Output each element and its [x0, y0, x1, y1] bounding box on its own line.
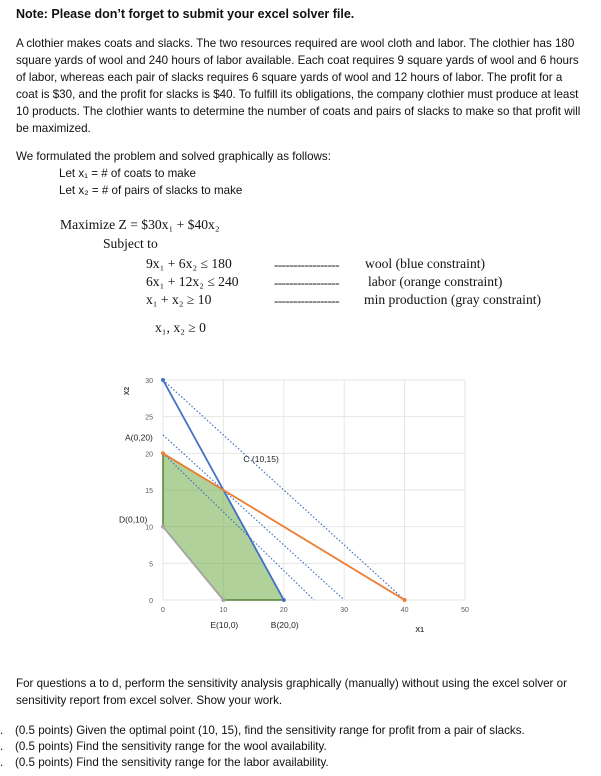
dash-leader-wool: -----------------: [274, 257, 340, 272]
nonnegativity-constraint: x₁, x₂ ≥ 0: [155, 320, 206, 335]
question-a: (0.5 points) Given the optimal point (10, 15), find the sensitivity range for profit from a pair of slacks.: [15, 724, 525, 737]
subject-to-label: Subject to: [103, 236, 158, 251]
objective-function: Maximize Z = $30x₁ + $40x₂: [60, 217, 220, 232]
instructions-paragraph: For questions a to d, perform the sensitivity analysis graphically (manually) without using the excel solver or sensitivity report from excel solver. Show your work.: [16, 677, 567, 707]
let-x1-definition: Let x₁ = # of coats to make: [59, 167, 196, 180]
y-tick-label: 30: [145, 378, 153, 385]
label-wool-constraint: wool (blue constraint): [365, 256, 486, 271]
question-c-marker: .: [0, 756, 4, 769]
y-tick-label: 15: [145, 488, 153, 495]
x-tick-label: 50: [461, 607, 469, 614]
constraint-endpoint: [161, 451, 165, 455]
constraint-endpoint: [161, 378, 165, 382]
point-label: C (10,15): [243, 454, 279, 464]
note-heading: Note: Please don’t forget to submit your excel solver file.: [16, 7, 355, 21]
let-x2-definition: Let x₂ = # of pairs of slacks to make: [59, 184, 243, 197]
constraint-wool: 9x₁ + 6x₂ ≤ 180: [146, 256, 232, 271]
constraint-endpoint: [403, 598, 407, 602]
question-c: (0.5 points) Find the sensitivity range for the labor availability.: [15, 756, 329, 769]
point-label: A(0,20): [125, 432, 153, 443]
x-tick-label: 20: [279, 607, 288, 614]
y-tick-label: 5: [149, 561, 153, 569]
question-b-marker: .: [0, 740, 4, 753]
constraint-labor: 6x₁ + 12x₂ ≤ 240: [146, 274, 239, 289]
point-label: D(0,10): [119, 514, 148, 525]
dash-leader-min: -----------------: [274, 293, 340, 308]
y-tick-label: 0: [149, 598, 153, 605]
x-tick-label: 10: [219, 607, 228, 614]
y-axis-label: X2: [124, 386, 131, 396]
y-tick-label: 10: [145, 524, 153, 532]
y-tick-label: 25: [145, 414, 153, 422]
dash-leader-labor: -----------------: [274, 275, 340, 290]
x-axis-label: X1: [415, 627, 424, 634]
y-tick-label: 20: [145, 451, 153, 459]
formulated-intro: We formulated the problem and solved graphically as follows:: [16, 150, 331, 163]
point-label: B(20,0): [270, 620, 299, 630]
constraint-endpoint: [282, 598, 286, 602]
point-label: E(10,0): [210, 620, 239, 630]
x-tick-label: 40: [400, 607, 409, 614]
problem-paragraph: A clothier makes coats and slacks. The two resources required are wool cloth and labor. The clothier has 180 square yards of wool and 240 hours of labor available. Each coat requires 9 square yards of wool and 6 hours of labor, whereas each pair of slacks requires 6 square yards of wool and 12 hours of labor. The profit for a coat is $30, and the profit for slacks is $40. To fulfill its obligations, the company clothier must produce at least 10 products. The clothier wants to determine the number of coats and pairs of slacks to make so that profit will be maximized.: [16, 37, 581, 135]
constraint-endpoint: [221, 598, 225, 602]
feasible-region-chart: [115, 370, 480, 640]
x-tick-label: 0: [161, 607, 165, 614]
label-labor-constraint: labor (orange constraint): [368, 274, 503, 289]
constraint-endpoint: [161, 525, 165, 529]
x-tick-label: 30: [340, 607, 349, 614]
question-b: (0.5 points) Find the sensitivity range for the wool availability.: [15, 740, 327, 753]
label-min-constraint: min production (gray constraint): [364, 292, 542, 307]
constraint-min-production: x₁ + x₂ ≥ 10: [146, 292, 212, 307]
question-a-marker: .: [0, 724, 4, 737]
